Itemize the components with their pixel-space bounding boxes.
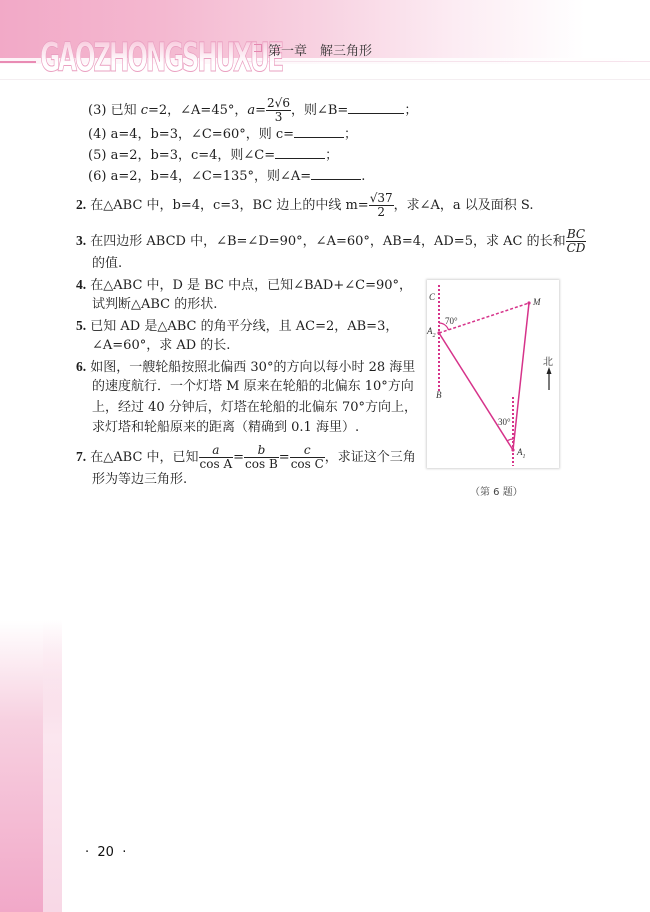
equals: = xyxy=(233,450,245,465)
subitem-label: (5) xyxy=(88,148,107,163)
brand-logo-text: GAOZHONGSHUXUE xyxy=(40,35,282,81)
fraction-denominator: cos A xyxy=(199,457,233,471)
subitem-6 xyxy=(88,166,365,186)
fraction-numerator: √37 xyxy=(369,191,393,205)
subitem-3 xyxy=(88,97,417,124)
label-a1-subscript: 1 xyxy=(522,453,526,460)
fraction-numerator: 2√6 xyxy=(267,96,290,110)
problem-4-line-2 xyxy=(92,296,217,314)
punctuation: ； xyxy=(325,148,339,163)
angle-arc-30 xyxy=(507,439,513,441)
angle-label-70: 70° xyxy=(445,316,458,326)
north-label: 北 xyxy=(543,357,553,368)
subitem-text: 已知 xyxy=(110,103,141,118)
problem-3-continued xyxy=(92,255,122,273)
answer-blank[interactable] xyxy=(311,166,361,180)
problem-number: 6. xyxy=(76,359,87,374)
answer-blank[interactable] xyxy=(294,124,344,138)
answer-blank[interactable] xyxy=(348,100,404,114)
label-a2 xyxy=(427,326,436,339)
subitem-text: a=2，b=4，∠C=135°，则∠A= xyxy=(110,169,312,184)
fraction-a-cosA xyxy=(199,444,234,471)
problem-4-line-1 xyxy=(76,276,412,295)
problem-text: 上，经过 40 分钟后，灯塔在轮船的北偏东 70°方向上， xyxy=(92,400,417,415)
problem-6-line-4 xyxy=(92,419,359,437)
problem-7-line-2 xyxy=(92,471,187,489)
problem-3 xyxy=(76,228,586,255)
angle-label-30: 30° xyxy=(498,417,511,427)
label-a1-main: A xyxy=(517,447,523,457)
point-a2 xyxy=(437,331,440,334)
fraction-denominator: 2 xyxy=(377,205,385,219)
fraction-numerator: c xyxy=(290,444,325,458)
problem-6-line-2 xyxy=(92,378,414,396)
problem-text: 已知 AD 是△ABC 的角平分线，且 AC=2，AB=3， xyxy=(90,319,399,334)
line-a2-a1 xyxy=(439,333,513,450)
problem-text: 的值. xyxy=(92,256,123,271)
problem-5-line-2 xyxy=(92,337,230,355)
problem-number: 5. xyxy=(76,318,87,333)
subitem-text: a=2，b=3，c=4，则∠C= xyxy=(110,148,276,163)
label-a1 xyxy=(517,447,526,460)
problem-5-line-1 xyxy=(76,317,398,336)
fraction-c-cosC xyxy=(290,444,325,471)
problem-7-line-1 xyxy=(76,444,416,471)
problem-text: 形为等边三角形. xyxy=(92,472,188,487)
fraction xyxy=(369,192,394,219)
problem-text: 在△ABC 中，D 是 BC 中点，已知∠BAD+∠C=90°， xyxy=(90,278,413,293)
label-a2-subscript: 2 xyxy=(432,332,436,339)
page-number: · 20 · xyxy=(85,845,127,860)
problem-text: 在△ABC 中，已知 xyxy=(90,450,199,465)
equals: = xyxy=(255,103,267,118)
label-b: B xyxy=(436,390,442,400)
problem-text: 试判断△ABC 的形状. xyxy=(92,297,218,312)
fraction xyxy=(566,228,587,255)
fraction xyxy=(266,97,291,124)
subitem-label: (3) xyxy=(88,103,107,118)
problem-number: 7. xyxy=(76,449,87,464)
problem-text: 的速度航行．一个灯塔 M 原来在轮船的北偏东 10°方向 xyxy=(92,379,414,394)
equals: = xyxy=(278,450,290,465)
punctuation: ； xyxy=(344,127,358,142)
problem-number: 4. xyxy=(76,277,87,292)
fraction-numerator: a xyxy=(199,444,234,458)
fraction-denominator: CD xyxy=(566,241,586,255)
label-a2-main: A xyxy=(427,326,433,336)
fraction-denominator: 3 xyxy=(274,110,283,124)
problem-text: ，求∠A，a 以及面积 S. xyxy=(393,198,534,213)
problem-6-line-1 xyxy=(76,358,415,377)
problem-text: ，求证这个三角 xyxy=(324,450,416,465)
north-arrow-head xyxy=(547,367,552,374)
var-a: a xyxy=(247,103,256,118)
subitem-label: (6) xyxy=(88,169,107,184)
label-m: M xyxy=(533,297,541,307)
fraction-denominator: cos C xyxy=(290,457,324,471)
problem-text: 求灯塔和轮船原来的距离（精确到 0.1 海里）. xyxy=(92,420,360,435)
line-a1-m xyxy=(513,303,529,450)
problem-2 xyxy=(76,192,533,219)
subitem-text: a=4，b=3，∠C=60°，则 c= xyxy=(110,127,295,142)
punctuation: . xyxy=(361,169,366,184)
problem-text: 在四边形 ABCD 中，∠B=∠D=90°，∠A=60°，AB=4，AD=5，求 AC 的长和 xyxy=(90,234,566,249)
punctuation: ； xyxy=(404,103,418,118)
problem-number: 2. xyxy=(76,197,87,212)
answer-blank[interactable] xyxy=(275,145,325,159)
problem-number: 3. xyxy=(76,233,87,248)
figure-caption: （第 6 题） xyxy=(470,487,523,498)
subitem-text: ，则∠B= xyxy=(290,103,349,118)
var-c: c xyxy=(140,103,148,118)
point-m xyxy=(527,301,530,304)
problem-text: ∠A=60°，求 AD 的长. xyxy=(92,338,231,353)
fraction-denominator: cos B xyxy=(245,457,278,471)
figure-problem-6 xyxy=(427,280,559,468)
label-c: C xyxy=(429,292,436,302)
point-a1 xyxy=(511,448,514,451)
chapter-title: 第一章 解三角形 xyxy=(268,44,373,59)
problem-text: 在△ABC 中，b=4，c=3，BC 边上的中线 m= xyxy=(90,198,369,213)
problem-6-line-3 xyxy=(92,399,417,417)
subitem-label: (4) xyxy=(88,127,107,142)
navigation-diagram xyxy=(427,280,559,468)
fraction-numerator: b xyxy=(244,444,279,458)
subitem-5 xyxy=(88,145,338,165)
problem-text: 如图，一艘轮船按照北偏西 30°的方向以每小时 28 海里 xyxy=(90,360,416,375)
subitem-text: =2，∠A=45°， xyxy=(147,103,248,118)
fraction-b-cosB xyxy=(244,444,279,471)
subitem-4 xyxy=(88,124,357,144)
fraction-numerator: BC xyxy=(566,227,586,241)
